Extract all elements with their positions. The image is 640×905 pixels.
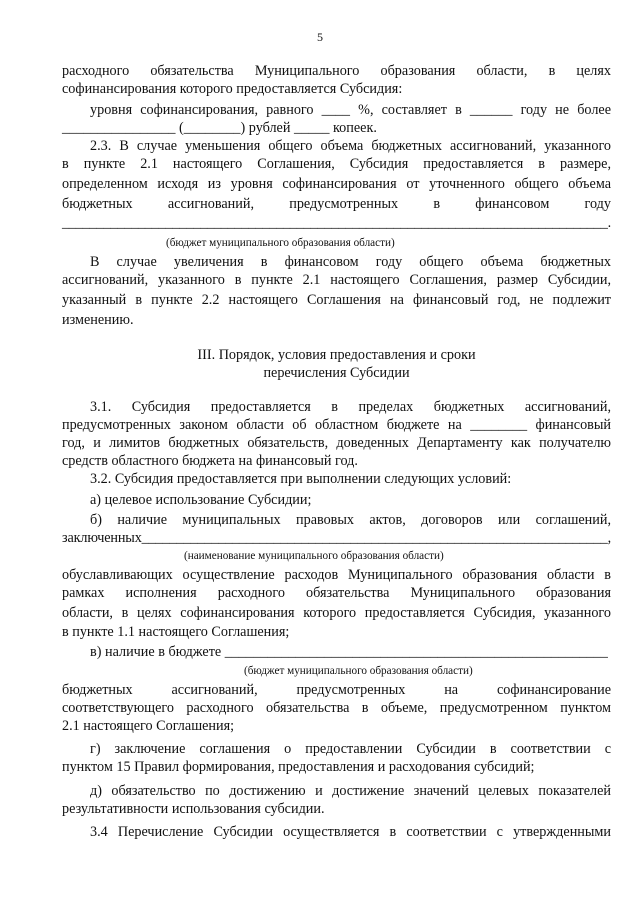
text-line: рамках исполнения расходного обязательства Муниципального образования (62, 585, 611, 601)
text-line: 2.3. В случае уменьшения общего объема бюджетных ассигнований, указанного (90, 138, 611, 154)
blank-line: в) наличие в бюджете ______________________________________________________ (90, 644, 608, 660)
text-line: 2.1 настоящего Соглашения; (62, 718, 235, 734)
section-heading: перечисления Субсидии (263, 365, 410, 381)
text-line: бюджетных ассигнований, предусмотренных на софинансирование (62, 682, 611, 698)
text-line: в пункте 1.1 настоящего Соглашения; (62, 624, 290, 640)
text-line: расходного обязательства Муниципального образования области, в целях (62, 63, 611, 79)
text-line: в пункте 2.1 настоящего Соглашения, Субсидия предоставляется в размере, (62, 156, 611, 172)
text-line: обуславливающих осуществление расходов Муниципального образования области в (62, 567, 611, 583)
text-line: пунктом 15 Правил формирования, предоставления и расходования субсидий; (62, 759, 535, 775)
page-number: 5 (317, 30, 323, 44)
text-line: год, и лимитов бюджетных обязательств, доведенных Департаменту как получателю (62, 435, 611, 451)
section-heading: III. Порядок, условия предоставления и сроки (197, 347, 476, 363)
text-line: 3.2. Субсидия предоставляется при выполнении следующих условий: (90, 471, 512, 487)
text-line: области, в целях софинансирования которого предоставляется Субсидия, указанного (62, 605, 611, 621)
text-line: б) наличие муниципальных правовых актов, договоров или соглашений, (90, 512, 611, 528)
field-caption: (наименование муниципального образования области) (184, 550, 444, 562)
text-line: 3.1. Субсидия предоставляется в пределах бюджетных ассигнований, (90, 399, 611, 415)
text-line: результативности использования субсидии. (62, 801, 325, 817)
text-line: 3.4 Перечисление Субсидии осуществляется в соответствии с утвержденными (90, 824, 611, 840)
text-line: указанный в пункте 2.2 настоящего Соглашения на финансовый год, не подлежит (62, 292, 611, 308)
text-line: софинансирования которого предоставляется Субсидия: (62, 81, 403, 97)
text-line: В случае увеличения в финансовом году общего объема бюджетных (90, 254, 611, 270)
text-line: а) целевое использование Субсидии; (90, 492, 312, 508)
blank-line: заключенных___________________________________________________________________, (62, 530, 612, 546)
text-line: предусмотренных законом области об областном бюджете на ________ финансовый (62, 417, 611, 433)
text-line: изменению. (62, 312, 134, 328)
text-line: д) обязательство по достижению и достижение значений целевых показателей (90, 783, 611, 799)
field-caption: (бюджет муниципального образования области) (166, 237, 395, 249)
text-line: уровня софинансирования, равного ____ %, составляет в ______ году не более (90, 102, 611, 118)
field-caption: (бюджет муниципального образования области) (244, 665, 473, 677)
text-line: ________________ (________) рублей _____ копеек. (62, 120, 377, 136)
text-line: ассигнований, указанного в пункте 2.1 настоящего Соглашения, размер Субсидии, (62, 272, 611, 288)
text-line: средств областного бюджета на финансовый год. (62, 453, 358, 469)
text-line: соответствующего расходного обязательства в объеме, предусмотренном пунктом (62, 700, 611, 716)
text-line: г) заключение соглашения о предоставлении Субсидии в соответствии с (90, 741, 611, 757)
text-line: бюджетных ассигнований, предусмотренных в финансовом году (62, 196, 611, 212)
text-line: определенном исходя из уровня софинансирования от уточненного общего объема (62, 176, 611, 192)
blank-line: _______________________________________________________________________________. (62, 215, 611, 231)
